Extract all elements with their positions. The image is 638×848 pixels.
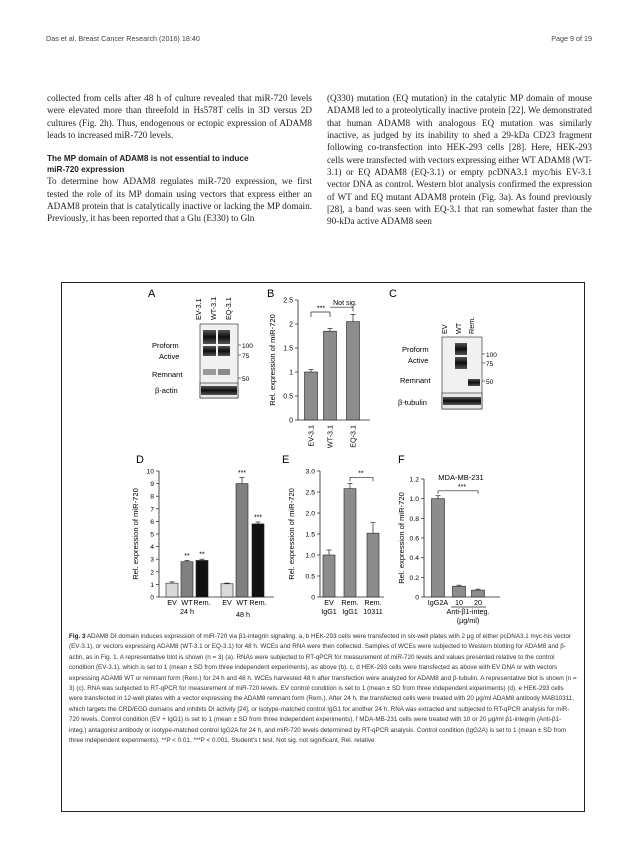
y-axis-label: Rel. expression of miR-720 [397, 492, 406, 584]
blot-c-band [468, 379, 480, 386]
y-tick-label: 9 [150, 481, 154, 489]
x-tick-label: Rem. [364, 598, 382, 607]
blot-a-band [201, 386, 237, 395]
x-tick-label: EQ-3.1 [348, 425, 358, 448]
section-heading-line1: The MP domain of ADAM8 is not essential to induce [47, 154, 249, 164]
significance-mark: *** [316, 305, 326, 313]
bar [166, 583, 178, 597]
x-tick-label: EV [167, 598, 177, 607]
panel-label-e: E [282, 454, 290, 466]
bar [347, 322, 360, 420]
y-tick-label: 1.2 [409, 476, 419, 484]
y-tick-label: 0.5 [283, 393, 293, 401]
x-tick-label: 10 [455, 598, 463, 607]
bar [305, 372, 318, 420]
chart-b [268, 298, 370, 449]
blot-a-band [203, 346, 216, 356]
y-tick-label: 0.4 [409, 555, 419, 563]
y-tick-label: 0 [150, 594, 154, 602]
panel-label-b: B [267, 288, 275, 300]
y-tick-label: 2 [289, 321, 293, 329]
panel-label-f: F [398, 454, 405, 466]
blot-c-band-label: Active [408, 356, 429, 365]
x-axis-label: Anti-β1-integ. [446, 607, 490, 616]
blot-c-band [455, 357, 467, 369]
blot-c-band-label: Proform [402, 345, 429, 354]
bar [324, 331, 337, 420]
x-tick-label: WT-3.1 [325, 425, 335, 449]
y-tick-label: 0.2 [409, 574, 419, 582]
significance-mark: *** [237, 469, 247, 477]
y-tick-label: 1 [289, 369, 293, 377]
blot-c-marker: 50 [486, 379, 494, 386]
y-tick-label: 0.8 [409, 515, 419, 523]
blot-c-marker: 100 [486, 352, 497, 359]
bar [221, 584, 233, 597]
bar [432, 499, 445, 597]
bar [196, 560, 208, 597]
y-tick-label: 0.5 [305, 573, 315, 581]
figure-caption-text: ADAM8 DI domain induces expression of miR-720 via β1-integrin signaling. a, b HEK-293 cells were transfected in six-well plates with 2 μg of either pcDNA3.1 myc-his vector (EV-3.1), or vectors expressing ADAM8 (WT-3.1 or EQ-3.1) for 48 h. WCEs and RNA were then collected. Samples of WCEs were subjected to Western blotting for ADAM8 and β-actin, as in Fig. 1. A representative blot is shown (n = 3) (a). RNAs were subjected to RT-qPCR for measurement of miR-720 levels and values presented relative to the control condition (EV-3.1), which is set to 1 (mean ± SD from three independent experiments), as above (b). c, d HEK-293 cells were transfected as above with EV DNA or with vectors expressing ADAM8 WT or remnant form (Rem.) for 24 h and 48 h. WCEs harvested 48 h after transfection were analyzed for ADAM8 and β-tubulin. A representative blot is shown (n = 3) (c). RNA was subjected to RT-qPCR for measurement of miR-720 levels. EV control condition is set to 1 (mean ± SD from three independent experiments) (d). e HEK-293 cells were transfected in 12-well plates with a vector expressing the ADAM8 remnant form (Rem.). After 24 h, the transfected cells were treated with 20 μg/ml ADAM8 antibody MAB10311, which targets the CRD/EGD domains and inhibits DI activity [24], or isotype-matched control IgG1 for another 24 h. RNA was extracted and subjected to RT-qPCR analysis for miR-720 levels. Control condition (EV + IgG1) is set to 1 (mean ± SD from three independent experiments). f MDA-MB-231 cells were treated with 10 or 20 μg/ml β1-integrin (Anti-β1-integ.) antagonist antibody or isotype-matched control IgG2A for 24 h, and miR-720 levels determined by RT-qPCR analysis. Control condition (IgG2A) is set to 1 (mean ± SD from three independent experiments). **P < 0.01, ***P < 0.001, Student's t test. Not sig. not significant, Rel. relative [69, 633, 577, 745]
x-tick-label: EV [222, 598, 232, 607]
bar [252, 524, 264, 597]
significance-mark: *** [457, 483, 467, 491]
y-tick-label: 2.5 [305, 489, 315, 497]
figure-caption-label: Fig. 3 [69, 633, 86, 640]
y-tick-label: 10 [146, 468, 154, 476]
right-text-column [327, 92, 592, 228]
y-axis-label: Rel. expression of miR-720 [287, 488, 296, 580]
panel-label-a: A [148, 288, 156, 300]
section-heading [47, 153, 312, 175]
panel-label-d: D [136, 454, 144, 466]
x-group-label: 24 h [180, 607, 194, 616]
x-tick-label: WT [181, 598, 193, 607]
y-tick-label: 1.0 [409, 496, 419, 504]
blot-a-band-label: Proform [152, 341, 179, 350]
x-tick-label: 10311 [363, 607, 383, 616]
running-header-citation: Das et al. Breast Cancer Research (2016) 18:40 [46, 34, 200, 43]
blot-c-band [443, 397, 481, 405]
blot-c-marker: 75 [486, 361, 494, 368]
paragraph: (Q330) mutation (EQ mutation) in the catalytic MP domain of mouse ADAM8 led to a proteolytically inactive protein [22]. We demonstrated that human ADAM8 with analogous EQ mutation was similarly inactive, as judged by its inability to shed a 29-kDa CD23 fragment following co-transfection into HEK-293 cells [28]. Here, HEK-293 cells were transfected with vectors expressing either WT ADAM8 (WT-3.1) or EQ ADAM8 (EQ-3.1) or empty pcDNA3.1 myc/his EV-3.1 vector DNA as control. Western blot analysis confirmed the expression of WT and EQ mutant ADAM8 protein (Fig. 3a). As found previously [28], a band was seen with EQ-3.1 that ran somewhat faster than the 90-kDa active ADAM8 seen [327, 93, 592, 227]
y-tick-label: 0.6 [409, 535, 419, 543]
y-tick-label: 0 [311, 594, 315, 602]
y-tick-label: 1.0 [305, 552, 315, 560]
x-tick-label: WT [236, 598, 248, 607]
y-tick-label: 0 [289, 417, 293, 425]
figure-caption [69, 632, 577, 746]
significance-mark: ** [358, 470, 364, 478]
blot-a-band [218, 346, 230, 356]
section-heading-line2: miR-720 expression [47, 165, 125, 175]
blot-a-marker: 100 [242, 343, 253, 350]
blot-c-lane-label: WT [454, 322, 463, 334]
x-group-label: 48 h [236, 610, 250, 619]
y-tick-label: 5 [150, 531, 154, 539]
chart-title: MDA-MB-231 [438, 473, 484, 482]
bar [323, 555, 335, 597]
bar [344, 489, 356, 597]
chart-d [131, 469, 274, 620]
blot-a-lane-label: WT-3.1 [209, 296, 218, 320]
blot-a-band [203, 330, 216, 344]
bar [367, 533, 379, 597]
x-tick-label: IgG2A [427, 598, 449, 607]
blot-c-band-label: β-tubulin [398, 398, 427, 407]
blot-a-lane-label: EV-3.1 [194, 298, 203, 320]
bar [236, 484, 248, 597]
significance-mark: *** [253, 514, 263, 522]
chart-e [287, 469, 384, 617]
blot-a [152, 297, 253, 398]
y-axis-label: Rel. expression of miR-720 [131, 488, 140, 580]
blot-a-band-label: β-actin [155, 386, 178, 395]
x-tick-label: EV-3.1 [306, 425, 316, 447]
x-tick-label: IgG1 [342, 607, 358, 616]
x-tick-label: 20 [474, 598, 482, 607]
blot-a-marker: 75 [242, 353, 250, 360]
y-tick-label: 4 [150, 544, 154, 552]
chart-f [397, 473, 500, 625]
y-tick-label: 2 [150, 569, 154, 577]
y-tick-label: 1.5 [283, 345, 293, 353]
y-tick-label: 6 [150, 518, 154, 526]
blot-a-lane-label: EQ-3.1 [224, 297, 233, 320]
y-tick-label: 7 [150, 506, 154, 514]
y-tick-label: 1.5 [305, 531, 315, 539]
blot-a-band [203, 369, 216, 375]
y-tick-label: 8 [150, 493, 154, 501]
y-tick-label: 3 [150, 556, 154, 564]
y-tick-label: 0 [415, 594, 419, 602]
bar [181, 562, 193, 597]
y-tick-label: 2.0 [305, 510, 315, 518]
bar [472, 590, 485, 597]
y-tick-label: 3.0 [305, 468, 315, 476]
bar [453, 586, 466, 597]
x-tick-label: Rem. [193, 598, 211, 607]
blot-c-lane-label: Rem. [467, 316, 476, 334]
panel-label-c: C [389, 288, 397, 300]
x-tick-label: IgG1 [321, 607, 337, 616]
left-text-column [47, 92, 312, 225]
blot-a-band [218, 369, 230, 375]
x-axis-label: (μg/ml) [456, 616, 480, 625]
blot-a-marker: 50 [242, 376, 250, 383]
blot-a-band-label: Active [159, 352, 180, 361]
blot-c-band [455, 343, 467, 355]
y-tick-label: 2.5 [283, 297, 293, 305]
y-tick-label: 1 [150, 581, 154, 589]
blot-a-band [218, 330, 230, 344]
significance-label: Not sig. [333, 300, 357, 308]
significance-mark: ** [199, 551, 205, 559]
blot-c-lane-label: EV [440, 324, 449, 334]
paragraph: To determine how ADAM8 regulates miR-720 expression, we first tested the role of its MP domain using vectors that express either an ADAM8 protein that is catalytically inactive or lacking the MP domain. Previously, it has been reported that a Glu (E330) to Gln [47, 176, 312, 224]
significance-mark: ** [184, 552, 190, 560]
paragraph: collected from cells after 48 h of culture revealed that miR-720 levels were elevated more than threefold in Hs578T cells in 3D versus 2D cultures (Fig. 2h). Thus, endogenous or ectopic expression of ADAM8 leads to increased miR-720 levels. [47, 93, 312, 141]
x-tick-label: Rem. [341, 598, 359, 607]
x-tick-label: EV [324, 598, 334, 607]
blot-c-band-label: Remnant [400, 376, 431, 385]
y-axis-label: Rel. expression of miR-720 [268, 314, 277, 406]
page-number: Page 9 of 19 [551, 34, 592, 43]
blot-c [398, 317, 497, 409]
x-tick-label: Rem. [249, 598, 267, 607]
blot-a-band-label: Remnant [152, 370, 183, 379]
